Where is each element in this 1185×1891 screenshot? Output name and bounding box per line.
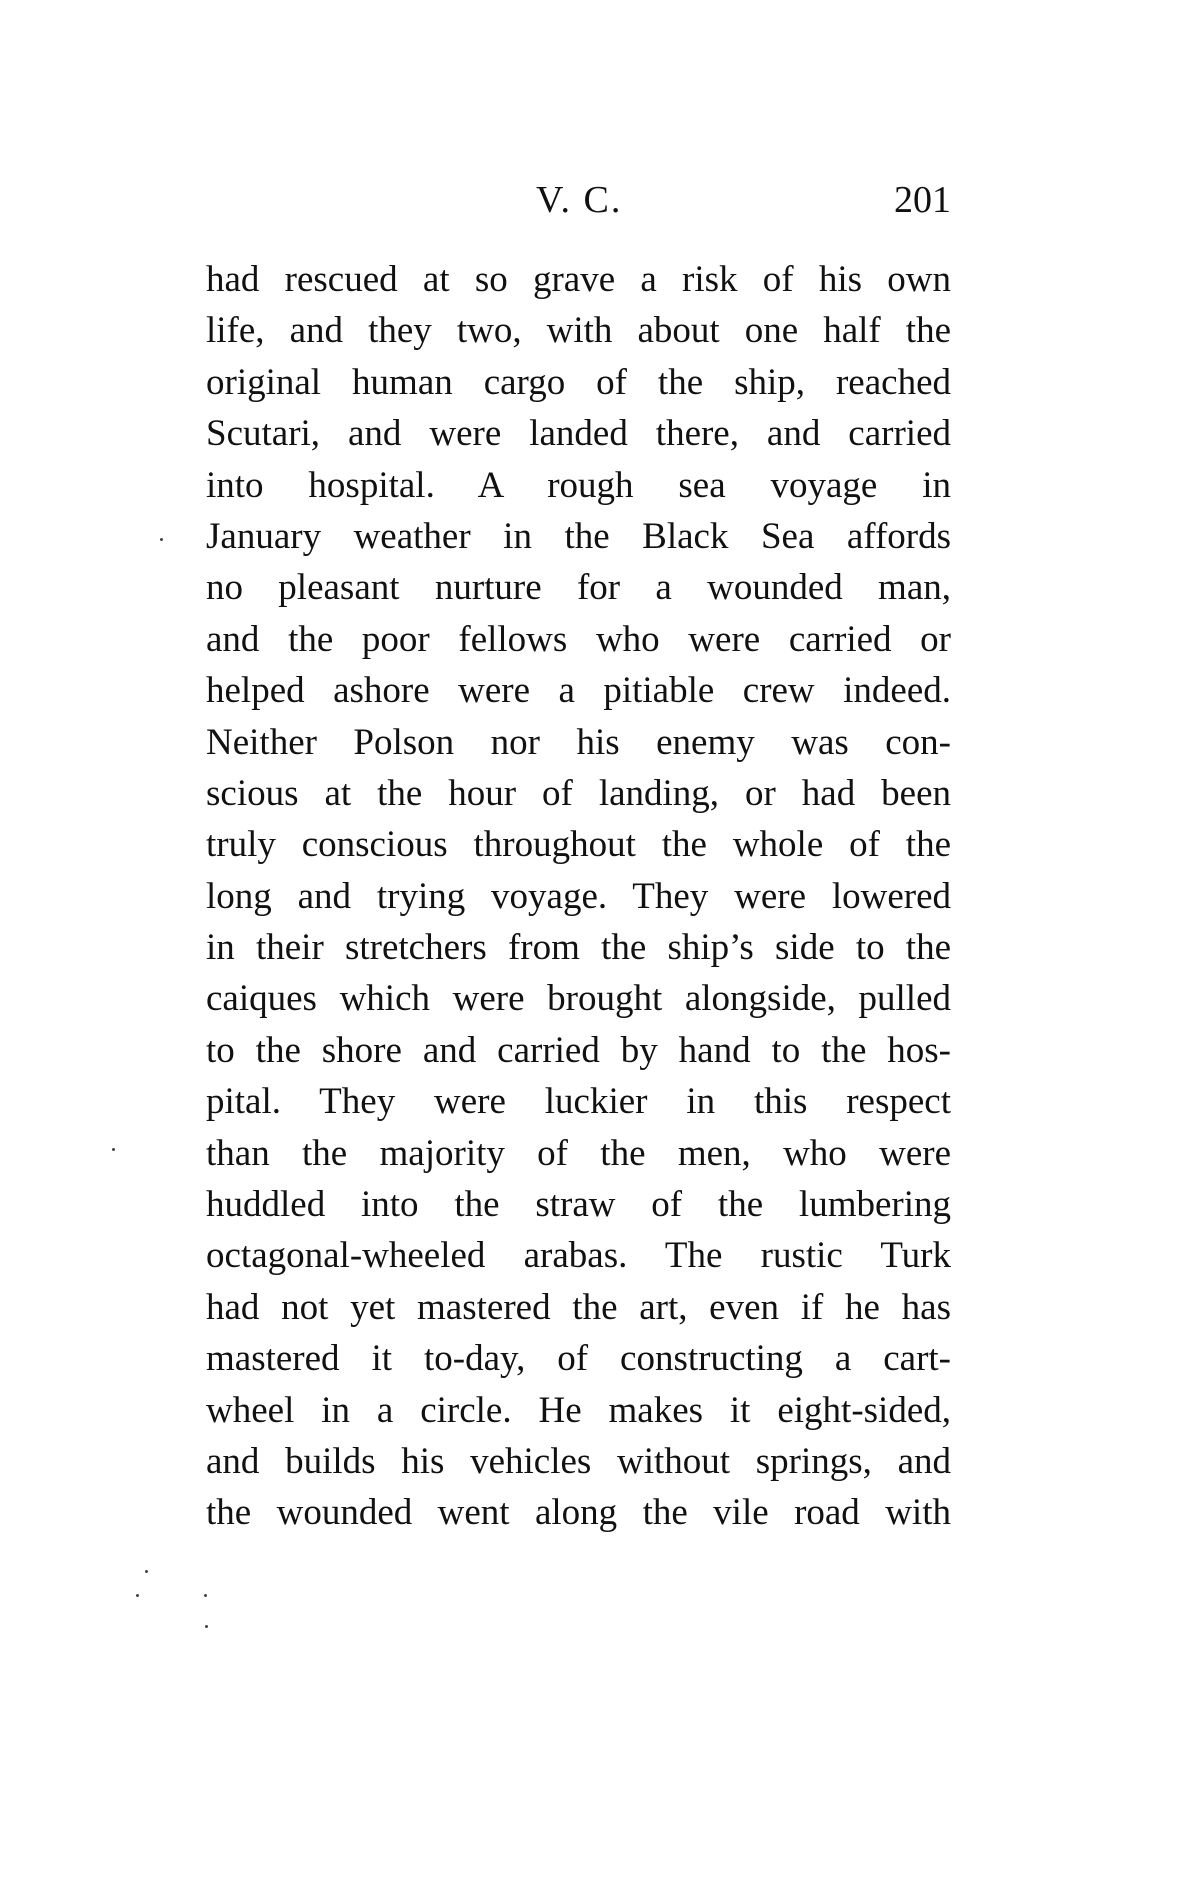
- scan-speck: [145, 1570, 148, 1573]
- text-line: than the majority of the men, who were: [206, 1132, 951, 1174]
- body-text: [206, 254, 951, 1539]
- text-line: January weather in the Black Sea affords: [206, 515, 951, 557]
- text-line: huddled into the straw of the lumbering: [206, 1184, 951, 1226]
- scan-speck: [204, 1594, 207, 1597]
- page-number: 201: [894, 179, 951, 221]
- scan-speck: [205, 1625, 208, 1628]
- text-line: truly conscious throughout the whole of the: [206, 824, 951, 866]
- text-line: had not yet mastered the art, even if he has: [206, 1286, 951, 1328]
- scan-speck: [160, 538, 163, 541]
- text-line: Neither Polson nor his enemy was con-: [206, 721, 951, 763]
- text-line: pital. They were luckier in this respect: [206, 1081, 951, 1123]
- text-line: to the shore and carried by hand to the hos-: [206, 1029, 951, 1071]
- text-line: helped ashore were a pitiable crew indeed.: [206, 670, 951, 712]
- text-line: wheel in a circle. He makes it eight-sided,: [206, 1389, 951, 1431]
- text-line: scious at the hour of landing, or had been: [206, 772, 951, 814]
- text-line: had rescued at so grave a risk of his own: [206, 259, 951, 300]
- text-line: no pleasant nurture for a wounded man,: [206, 567, 951, 609]
- text-line: Scutari, and were landed there, and carried: [206, 413, 951, 455]
- text-line: octagonal-wheeled arabas. The rustic Turk: [206, 1235, 951, 1277]
- text-line: life, and they two, with about one half the: [206, 310, 951, 352]
- running-title: V. C.: [536, 179, 623, 221]
- text-line: caiques which were brought alongside, pulled: [206, 978, 951, 1020]
- text-line: the wounded went along the vile road with: [206, 1492, 951, 1534]
- text-line: and the poor fellows who were carried or: [206, 618, 951, 660]
- text-line: original human cargo of the ship, reached: [206, 361, 951, 403]
- text-line: into hospital. A rough sea voyage in: [206, 464, 951, 506]
- scan-speck: [136, 1594, 139, 1597]
- scan-speck: [112, 1148, 115, 1151]
- text-line: long and trying voyage. They were lowered: [206, 875, 951, 917]
- text-line: mastered it to-day, of constructing a cart-: [206, 1338, 951, 1380]
- text-line: in their stretchers from the ship’s side to the: [206, 927, 951, 969]
- text-line: and builds his vehicles without springs, and: [206, 1440, 951, 1482]
- page-header: [206, 178, 951, 238]
